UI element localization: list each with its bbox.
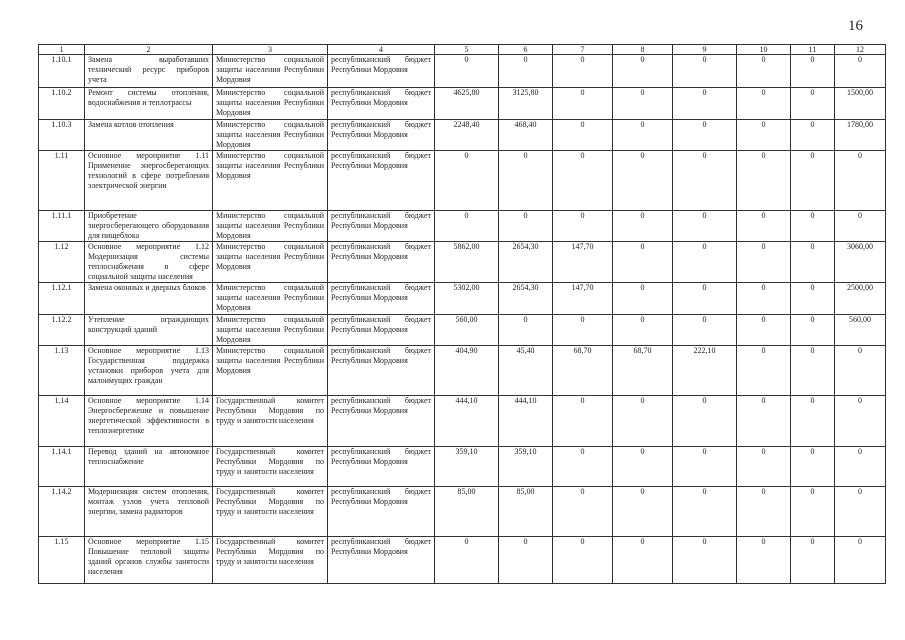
year-5: 0 xyxy=(737,396,791,447)
total-amount: 0 xyxy=(435,55,499,88)
year-7: 0 xyxy=(835,487,886,537)
measure-name: Замена выработавших технический ресурс приборов учета xyxy=(85,55,213,88)
year-4: 0 xyxy=(673,211,737,242)
year-5: 0 xyxy=(737,346,791,396)
column-header-2: 2 xyxy=(85,45,213,55)
year-5: 0 xyxy=(737,242,791,283)
header-row xyxy=(39,45,886,55)
total-amount: 4625,80 xyxy=(435,88,499,120)
table-row xyxy=(39,315,886,346)
year-7: 2500,00 xyxy=(835,283,886,315)
year-5: 0 xyxy=(737,315,791,346)
budget-table xyxy=(38,44,886,584)
year-3: 0 xyxy=(613,211,673,242)
year-2: 0 xyxy=(553,151,613,211)
row-code: 1.12.2 xyxy=(39,315,85,346)
measure-name: Основное мероприятие 1.13 Государственная поддержка установки приборов учета для малоимущих граждан xyxy=(85,346,213,396)
year-3: 0 xyxy=(613,396,673,447)
year-4: 0 xyxy=(673,447,737,487)
year-4: 222,10 xyxy=(673,346,737,396)
year-4: 0 xyxy=(673,242,737,283)
year-1: 2654,30 xyxy=(499,283,553,315)
measure-name: Приобретение энергосберегающего оборудования для пищеблока xyxy=(85,211,213,242)
responsible-executor: Министерство социальной защиты населения Республики Мордовия xyxy=(213,242,328,283)
year-1: 444,10 xyxy=(499,396,553,447)
year-5: 0 xyxy=(737,151,791,211)
measure-name: Основное мероприятие 1.11 Применение энергосберегающих технологий в сфере потребления электрической энергии xyxy=(85,151,213,211)
year-3: 0 xyxy=(613,537,673,584)
year-3: 0 xyxy=(613,55,673,88)
responsible-executor: Министерство социальной защиты населения Республики Мордовия xyxy=(213,211,328,242)
year-7: 1500,00 xyxy=(835,88,886,120)
year-6: 0 xyxy=(791,346,835,396)
year-6: 0 xyxy=(791,55,835,88)
year-3: 0 xyxy=(613,88,673,120)
year-6: 0 xyxy=(791,447,835,487)
year-4: 0 xyxy=(673,315,737,346)
year-6: 0 xyxy=(791,151,835,211)
year-5: 0 xyxy=(737,537,791,584)
year-7: 0 xyxy=(835,447,886,487)
row-code: 1.10.3 xyxy=(39,120,85,151)
column-header-8: 8 xyxy=(613,45,673,55)
year-6: 0 xyxy=(791,120,835,151)
total-amount: 0 xyxy=(435,211,499,242)
funding-source: республиканский бюджет Республики Мордовия xyxy=(328,396,435,447)
year-5: 0 xyxy=(737,487,791,537)
responsible-executor: Министерство социальной защиты населения Республики Мордовия xyxy=(213,120,328,151)
year-4: 0 xyxy=(673,151,737,211)
year-7: 0 xyxy=(835,396,886,447)
table-row xyxy=(39,487,886,537)
total-amount: 404,90 xyxy=(435,346,499,396)
year-1: 85,00 xyxy=(499,487,553,537)
year-2: 0 xyxy=(553,447,613,487)
year-5: 0 xyxy=(737,88,791,120)
year-2: 147,70 xyxy=(553,283,613,315)
funding-source: республиканский бюджет Республики Мордовия xyxy=(328,88,435,120)
year-3: 0 xyxy=(613,283,673,315)
year-1: 468,40 xyxy=(499,120,553,151)
year-7: 0 xyxy=(835,55,886,88)
year-1: 0 xyxy=(499,151,553,211)
column-header-4: 4 xyxy=(328,45,435,55)
year-6: 0 xyxy=(791,487,835,537)
year-6: 0 xyxy=(791,537,835,584)
total-amount: 85,00 xyxy=(435,487,499,537)
page-number: 16 xyxy=(848,18,863,34)
responsible-executor: Государственный комитет Республики Мордовия по труду и занятости населения xyxy=(213,537,328,584)
table-row xyxy=(39,151,886,211)
column-header-3: 3 xyxy=(213,45,328,55)
row-code: 1.14.1 xyxy=(39,447,85,487)
responsible-executor: Государственный комитет Республики Мордовия по труду и занятости населения xyxy=(213,487,328,537)
year-3: 0 xyxy=(613,151,673,211)
table-row xyxy=(39,242,886,283)
year-7: 3060,00 xyxy=(835,242,886,283)
total-amount: 0 xyxy=(435,151,499,211)
row-code: 1.14.2 xyxy=(39,487,85,537)
row-code: 1.11.1 xyxy=(39,211,85,242)
year-3: 0 xyxy=(613,487,673,537)
year-4: 0 xyxy=(673,396,737,447)
funding-source: республиканский бюджет Республики Мордовия xyxy=(328,55,435,88)
year-1: 0 xyxy=(499,211,553,242)
measure-name: Утепление ограждающих конструкций зданий xyxy=(85,315,213,346)
row-code: 1.10.2 xyxy=(39,88,85,120)
funding-source: республиканский бюджет Республики Мордовия xyxy=(328,283,435,315)
table-row xyxy=(39,447,886,487)
year-5: 0 xyxy=(737,447,791,487)
total-amount: 5862,00 xyxy=(435,242,499,283)
table-row xyxy=(39,55,886,88)
year-5: 0 xyxy=(737,211,791,242)
funding-source: республиканский бюджет Республики Мордовия xyxy=(328,120,435,151)
funding-source: республиканский бюджет Республики Мордовия xyxy=(328,151,435,211)
year-2: 68,70 xyxy=(553,346,613,396)
row-code: 1.15 xyxy=(39,537,85,584)
year-5: 0 xyxy=(737,120,791,151)
year-3: 0 xyxy=(613,315,673,346)
year-2: 0 xyxy=(553,487,613,537)
measure-name: Основное мероприятие 1.15 Повышение тепловой защиты зданий органов службы занятости населения xyxy=(85,537,213,584)
year-2: 0 xyxy=(553,88,613,120)
table-row xyxy=(39,283,886,315)
year-2: 0 xyxy=(553,120,613,151)
year-2: 0 xyxy=(553,55,613,88)
year-7: 0 xyxy=(835,537,886,584)
measure-name: Замена котлов отопления xyxy=(85,120,213,151)
year-6: 0 xyxy=(791,396,835,447)
year-4: 0 xyxy=(673,487,737,537)
year-6: 0 xyxy=(791,283,835,315)
year-3: 68,70 xyxy=(613,346,673,396)
year-1: 359,10 xyxy=(499,447,553,487)
funding-source: республиканский бюджет Республики Мордовия xyxy=(328,537,435,584)
responsible-executor: Государственный комитет Республики Мордовия по труду и занятости населения xyxy=(213,396,328,447)
year-7: 560,00 xyxy=(835,315,886,346)
row-code: 1.14 xyxy=(39,396,85,447)
column-header-7: 7 xyxy=(553,45,613,55)
table-row xyxy=(39,537,886,584)
column-header-5: 5 xyxy=(435,45,499,55)
measure-name: Замена оконных и дверных блоков xyxy=(85,283,213,315)
responsible-executor: Министерство социальной защиты населения Республики Мордовия xyxy=(213,315,328,346)
year-4: 0 xyxy=(673,537,737,584)
funding-source: республиканский бюджет Республики Мордовия xyxy=(328,487,435,537)
measure-name: Основное мероприятие 1.12 Модернизация системы теплоснабжения в сфере социальной защиты населения xyxy=(85,242,213,283)
row-code: 1.13 xyxy=(39,346,85,396)
funding-source: республиканский бюджет Республики Мордовия xyxy=(328,315,435,346)
table-row xyxy=(39,211,886,242)
table-row xyxy=(39,346,886,396)
measure-name: Основное мероприятие 1.14 Энергосбережение и повышение энергетической эффективности в теплоэнергетике xyxy=(85,396,213,447)
responsible-executor: Государственный комитет Республики Мордовия по труду и занятости населения xyxy=(213,447,328,487)
year-7: 0 xyxy=(835,211,886,242)
total-amount: 560,00 xyxy=(435,315,499,346)
row-code: 1.11 xyxy=(39,151,85,211)
year-2: 0 xyxy=(553,315,613,346)
row-code: 1.12.1 xyxy=(39,283,85,315)
year-2: 0 xyxy=(553,211,613,242)
responsible-executor: Министерство социальной защиты населения Республики Мордовия xyxy=(213,346,328,396)
year-6: 0 xyxy=(791,88,835,120)
table-row xyxy=(39,88,886,120)
year-7: 0 xyxy=(835,346,886,396)
total-amount: 5302,00 xyxy=(435,283,499,315)
year-3: 0 xyxy=(613,447,673,487)
year-1: 3125,80 xyxy=(499,88,553,120)
year-4: 0 xyxy=(673,283,737,315)
total-amount: 359,10 xyxy=(435,447,499,487)
table-row xyxy=(39,396,886,447)
year-4: 0 xyxy=(673,120,737,151)
table-row xyxy=(39,120,886,151)
funding-source: республиканский бюджет Республики Мордовия xyxy=(328,242,435,283)
year-1: 0 xyxy=(499,55,553,88)
row-code: 1.10.1 xyxy=(39,55,85,88)
row-code: 1.12 xyxy=(39,242,85,283)
year-5: 0 xyxy=(737,283,791,315)
total-amount: 2248,40 xyxy=(435,120,499,151)
measure-name: Модернизация систем отопления, монтаж узлов учета тепловой энергии, замена радиаторов xyxy=(85,487,213,537)
column-header-9: 9 xyxy=(673,45,737,55)
year-4: 0 xyxy=(673,88,737,120)
funding-source: республиканский бюджет Республики Мордовия xyxy=(328,447,435,487)
year-1: 45,40 xyxy=(499,346,553,396)
year-5: 0 xyxy=(737,55,791,88)
column-header-6: 6 xyxy=(499,45,553,55)
year-6: 0 xyxy=(791,211,835,242)
funding-source: республиканский бюджет Республики Мордовия xyxy=(328,346,435,396)
year-1: 0 xyxy=(499,537,553,584)
responsible-executor: Министерство социальной защиты населения Республики Мордовия xyxy=(213,55,328,88)
year-7: 0 xyxy=(835,151,886,211)
column-header-12: 12 xyxy=(835,45,886,55)
responsible-executor: Министерство социальной защиты населения Республики Мордовия xyxy=(213,151,328,211)
responsible-executor: Министерство социальной защиты населения Республики Мордовия xyxy=(213,88,328,120)
responsible-executor: Министерство социальной защиты населения Республики Мордовия xyxy=(213,283,328,315)
year-2: 0 xyxy=(553,396,613,447)
year-1: 2654,30 xyxy=(499,242,553,283)
column-header-11: 11 xyxy=(791,45,835,55)
year-4: 0 xyxy=(673,55,737,88)
year-3: 0 xyxy=(613,242,673,283)
column-header-1: 1 xyxy=(39,45,85,55)
year-2: 147,70 xyxy=(553,242,613,283)
column-header-10: 10 xyxy=(737,45,791,55)
total-amount: 444,10 xyxy=(435,396,499,447)
year-1: 0 xyxy=(499,315,553,346)
year-7: 1780,00 xyxy=(835,120,886,151)
measure-name: Ремонт системы отопления, водоснабжения и теплотрассы xyxy=(85,88,213,120)
measure-name: Перевод зданий на автономное теплоснабжение xyxy=(85,447,213,487)
total-amount: 0 xyxy=(435,537,499,584)
year-6: 0 xyxy=(791,242,835,283)
year-2: 0 xyxy=(553,537,613,584)
year-3: 0 xyxy=(613,120,673,151)
funding-source: республиканский бюджет Республики Мордовия xyxy=(328,211,435,242)
year-6: 0 xyxy=(791,315,835,346)
